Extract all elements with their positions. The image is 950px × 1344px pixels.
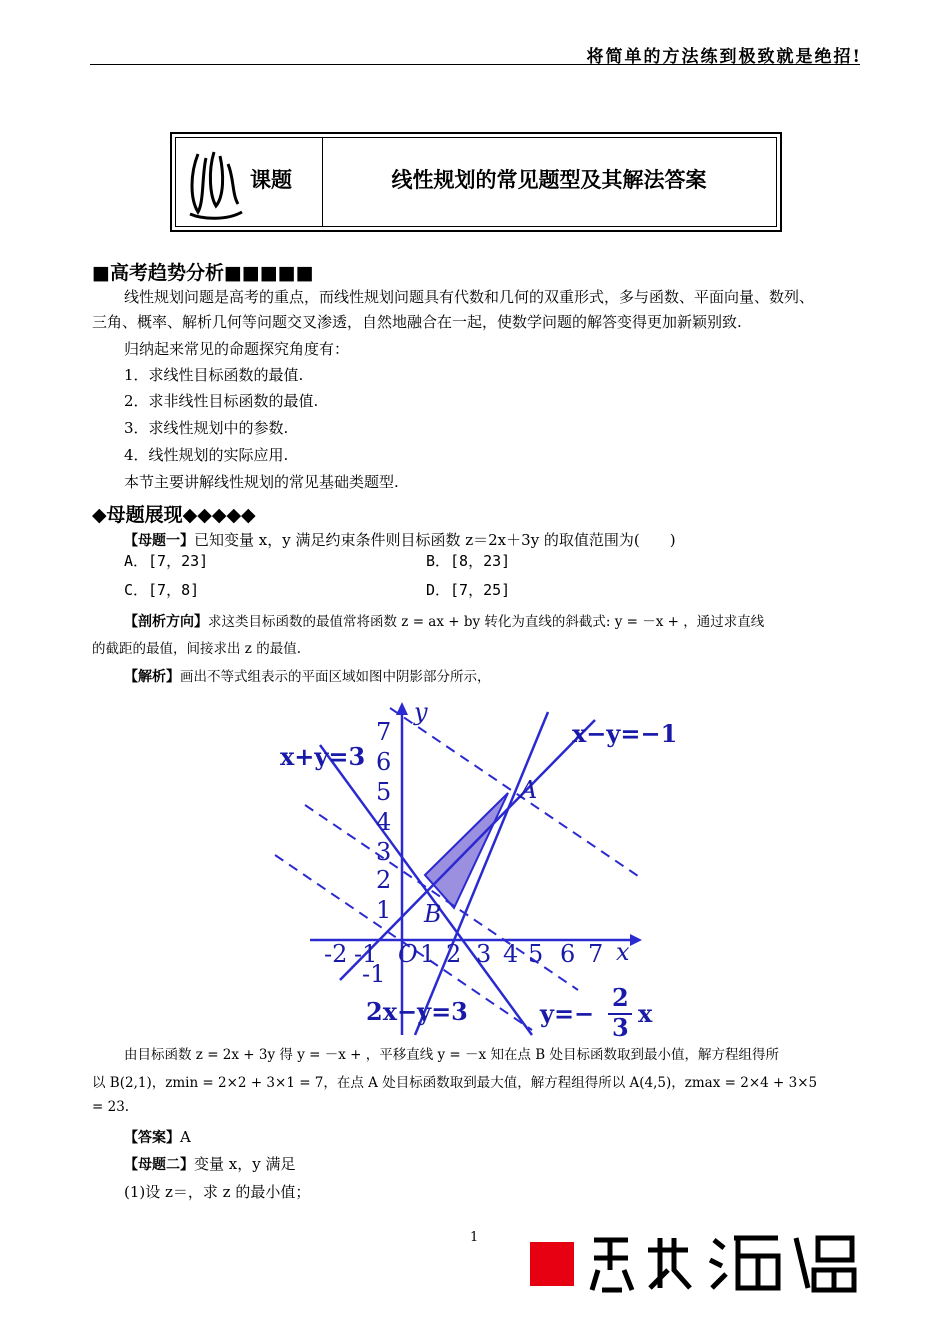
y-tick-1: 1 (376, 896, 392, 924)
brand-logo-icon (588, 1230, 858, 1296)
answer-line (124, 1125, 191, 1150)
analysis-tag: 【剖析方向】 (124, 614, 208, 630)
y-tick-3: 3 (376, 838, 392, 866)
title-box-inner (175, 137, 777, 227)
q2-tag: 【母题二】 (124, 1157, 194, 1173)
y-tick-2: 2 (376, 866, 392, 894)
y-tick-7: 7 (376, 718, 392, 746)
solution-tag: 【解析】 (124, 669, 180, 685)
header-slogan: 将简单的方法练到极致就是绝招! (586, 47, 862, 67)
q2-line (124, 1152, 295, 1177)
label-target-denominator: 3 (612, 1013, 629, 1040)
x-tick-1: 1 (420, 940, 436, 968)
x-tick-4: 4 (503, 940, 519, 968)
solution-line (124, 665, 491, 686)
point-b-label: B (424, 900, 442, 928)
trend-para2: 归纳起来常见的命题探究角度有： (124, 340, 350, 358)
y-axis-label: y (414, 698, 428, 726)
label-target-numerator: 2 (612, 983, 629, 1012)
answer-value: A (180, 1128, 191, 1146)
after-graph-line2: 以 B(2,1)，zmin = 2×2 + 3×1 = 7，在点 A 处目标函数取到最大值，解方程组得所以 A(4,5)，zmax = 2×4 + 3×5 (92, 1075, 818, 1091)
q2-text: 变量 x，y 满足 (194, 1155, 296, 1173)
q1-text: 已知变量 x，y 满足约束条件则目标函数 z＝2x＋3y 的取值范围为( ) (194, 531, 676, 549)
label-2x-minus-y-3: 2x−y=3 (366, 997, 468, 1026)
analysis-text-1: 求这类目标函数的最值常将函数 z = ax + by 转化为直线的斜截式: y = －x + ，通过求直线 (208, 614, 765, 630)
analysis-line2: 的截距的最值，间接求出 z 的最值. (92, 641, 301, 657)
section-heading-problems: ◆母题展现◆◆◆◆◆ (92, 504, 256, 526)
page-number: 1 (470, 1230, 479, 1245)
origin-label: O (398, 940, 418, 968)
label-target-line-prefix: y=− (540, 999, 595, 1028)
y-tick-6: 6 (376, 748, 392, 776)
option-c: C．[7，8] (124, 581, 200, 599)
trend-para1-line1: 线性规划问题是高考的重点，而线性规划问题具有代数和几何的双重形式，多与函数、平面向量、数列、 (124, 288, 815, 306)
x-tick-6: 6 (560, 940, 576, 968)
option-b: B．[8，23] (426, 552, 511, 570)
after-graph-line3: = 23. (92, 1099, 130, 1115)
x-axis-label: x (616, 938, 630, 966)
x-tick-2: 2 (446, 940, 462, 968)
analysis-line1 (124, 610, 764, 631)
section-heading-trend: ■高考趋势分析■■■■■ (92, 262, 314, 284)
solution-text: 画出不等式组表示的平面区域如图中阴影部分所示， (180, 669, 491, 685)
label-x-plus-y-3: x+y=3 (280, 742, 366, 771)
trend-item-2: 2．求非线性目标函数的最值. (124, 392, 319, 410)
trend-item-4: 4．线性规划的实际应用. (124, 446, 289, 464)
feasible-region-graph (270, 690, 690, 1040)
x-tick-3: 3 (476, 940, 492, 968)
x-tick-7: 7 (588, 940, 604, 968)
line-x-plus-y-3 (320, 745, 532, 1035)
course-logo-icon (184, 144, 248, 222)
course-label: 课题 (250, 168, 292, 192)
x-tick-neg1: -1 (354, 940, 378, 968)
option-d: D．[7，25] (426, 581, 511, 599)
q1-tag: 【母题一】 (124, 533, 194, 549)
x-axis-arrow-icon (630, 934, 642, 946)
x-tick-neg2: -2 (324, 940, 348, 968)
y-tick-5: 5 (376, 778, 392, 806)
title-box (170, 132, 782, 232)
label-x-minus-y-neg1: x−y=−1 (572, 719, 678, 748)
course-title: 线性规划的常见题型及其解法答案 (391, 168, 707, 192)
y-tick-neg1: -1 (362, 960, 386, 988)
answer-tag: 【答案】 (124, 1130, 180, 1146)
label-target-var: x (638, 999, 653, 1028)
option-a: A．[7，23] (124, 552, 209, 570)
x-tick-5: 5 (528, 940, 544, 968)
trend-item-3: 3．求线性规划中的参数. (124, 419, 289, 437)
point-a-label: A (520, 776, 538, 804)
trend-para3: 本节主要讲解线性规划的常见基础类题型. (124, 473, 399, 491)
y-tick-4: 4 (376, 808, 392, 836)
q2-sub: (1)设 z＝，求 z 的最小值； (124, 1183, 311, 1201)
after-graph-line1: 由目标函数 z = 2x + 3y 得 y = －x + ，平移直线 y = －x 知在点 B 处目标函数取到最小值，解方程组得所 (124, 1047, 779, 1063)
header-rule (90, 64, 860, 65)
trend-para1-line2: 三角、概率、解析几何等问题交叉渗透，自然地融合在一起，使数学问题的解答变得更加新颖别致. (92, 313, 742, 331)
brand-red-square (530, 1242, 574, 1286)
trend-item-1: 1．求线性目标函数的最值. (124, 366, 304, 384)
